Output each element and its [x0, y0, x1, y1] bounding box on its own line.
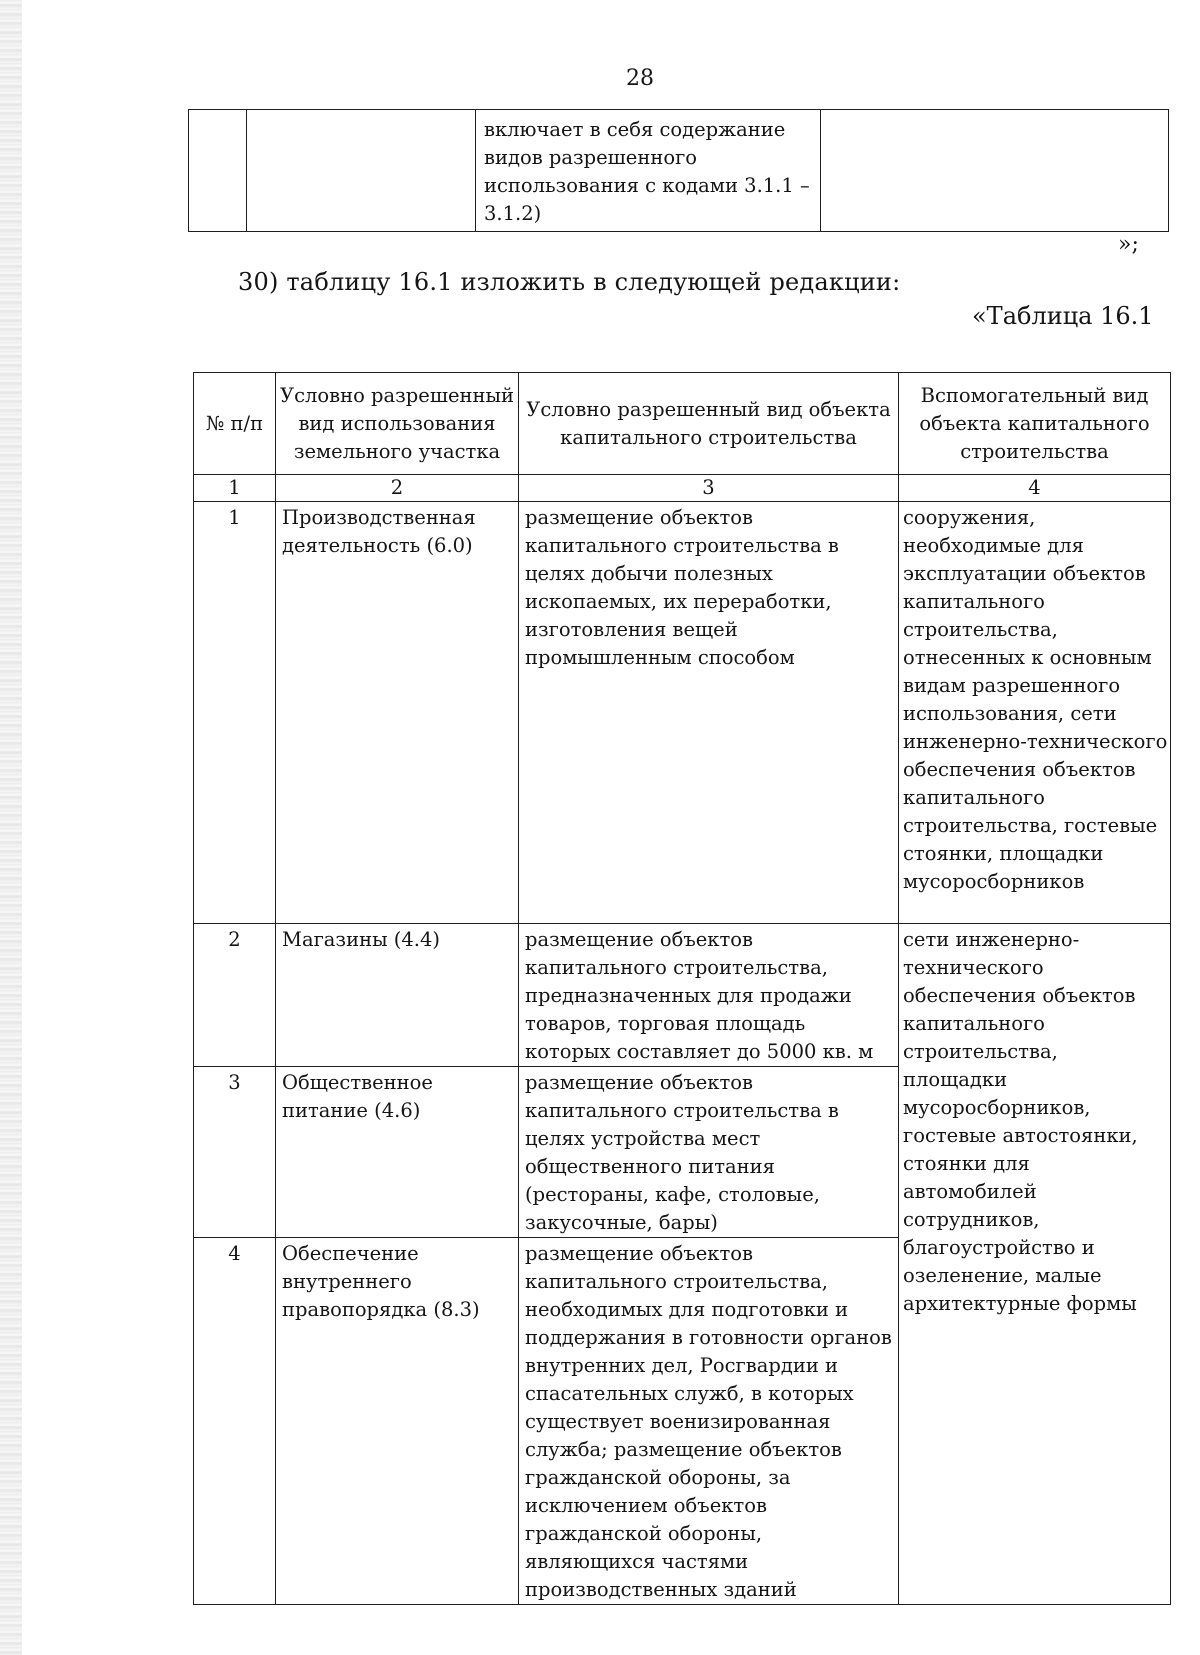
- continuation-text: включает в себя содержание видов разрешенного использования с кодами 3.1.1 – 3.1.2): [476, 110, 821, 232]
- auxiliary-type-cell-shared: сети инженерно-технического обеспечения объектов капитального строительства, площадки мусоросборников, гостевые автостоянки, стоянки для автомобилей сотрудников, благоустройство и озеленение, малые архитектурные формы: [899, 924, 1171, 1605]
- table-16-1: [193, 372, 1171, 1605]
- land-use-cell: Общественное питание (4.6): [276, 1067, 519, 1238]
- object-type-cell: размещение объектов капитального строительства в целях устройства мест общественного питания (рестораны, кафе, столовые, закусочные, бары): [519, 1067, 899, 1238]
- header-auxiliary-type: Вспомогательный вид объекта капитального строительства: [899, 373, 1171, 475]
- object-type-cell: размещение объектов капитального строительства в целях добычи полезных ископаемых, их переработки, изготовления вещей промышленным способом: [519, 502, 899, 924]
- table-row: [194, 924, 1171, 1067]
- column-number-row: [194, 475, 1171, 502]
- land-use-cell: Производственная деятельность (6.0): [276, 502, 519, 924]
- header-object-type: Условно разрешенный вид объекта капитального строительства: [519, 373, 899, 475]
- continuation-table: [188, 109, 1169, 232]
- instruction-paragraph: 30) таблицу 16.1 изложить в следующей редакции:: [238, 268, 901, 296]
- table-cell: [821, 110, 1169, 232]
- land-use-cell: Магазины (4.4): [276, 924, 519, 1067]
- table-row: [194, 502, 1171, 924]
- row-number: 1: [194, 502, 276, 924]
- row-number: 2: [194, 924, 276, 1067]
- column-number: 4: [899, 475, 1171, 502]
- header-land-use: Условно разрешенный вид использования земельного участка: [276, 373, 519, 475]
- scan-edge-artifact: [0, 0, 22, 1655]
- table-header-row: [194, 373, 1171, 475]
- closing-quote: »;: [1118, 232, 1139, 257]
- column-number: 1: [194, 475, 276, 502]
- table-row: [189, 110, 1169, 232]
- column-number: 3: [519, 475, 899, 502]
- table-caption: «Таблица 16.1: [972, 302, 1154, 330]
- row-number: 4: [194, 1238, 276, 1605]
- table-cell: [247, 110, 476, 232]
- column-number: 2: [276, 475, 519, 502]
- page-number: 28: [626, 66, 654, 91]
- land-use-cell: Обеспечение внутреннего правопорядка (8.3): [276, 1238, 519, 1605]
- object-type-cell: размещение объектов капитального строительства, предназначенных для продажи товаров, торговая площадь которых составляет до 5000 кв. м: [519, 924, 899, 1067]
- table-cell: [189, 110, 247, 232]
- header-number: № п/п: [194, 373, 276, 475]
- object-type-cell: размещение объектов капитального строительства, необходимых для подготовки и поддержания в готовности органов внутренних дел, Росгвардии и спасательных служб, в которых существует военизированная служба; размещение объектов гражданской обороны, за исключением объектов гражданской обороны, являющихся частями производственных зданий: [519, 1238, 899, 1605]
- auxiliary-type-cell: сооружения, необходимые для эксплуатации объектов капитального строительства, отнесенных к основным видам разрешенного использования, сети инженерно-технического обеспечения объектов капитального строительства, гостевые стоянки, площадки мусоросборников: [899, 502, 1171, 924]
- row-number: 3: [194, 1067, 276, 1238]
